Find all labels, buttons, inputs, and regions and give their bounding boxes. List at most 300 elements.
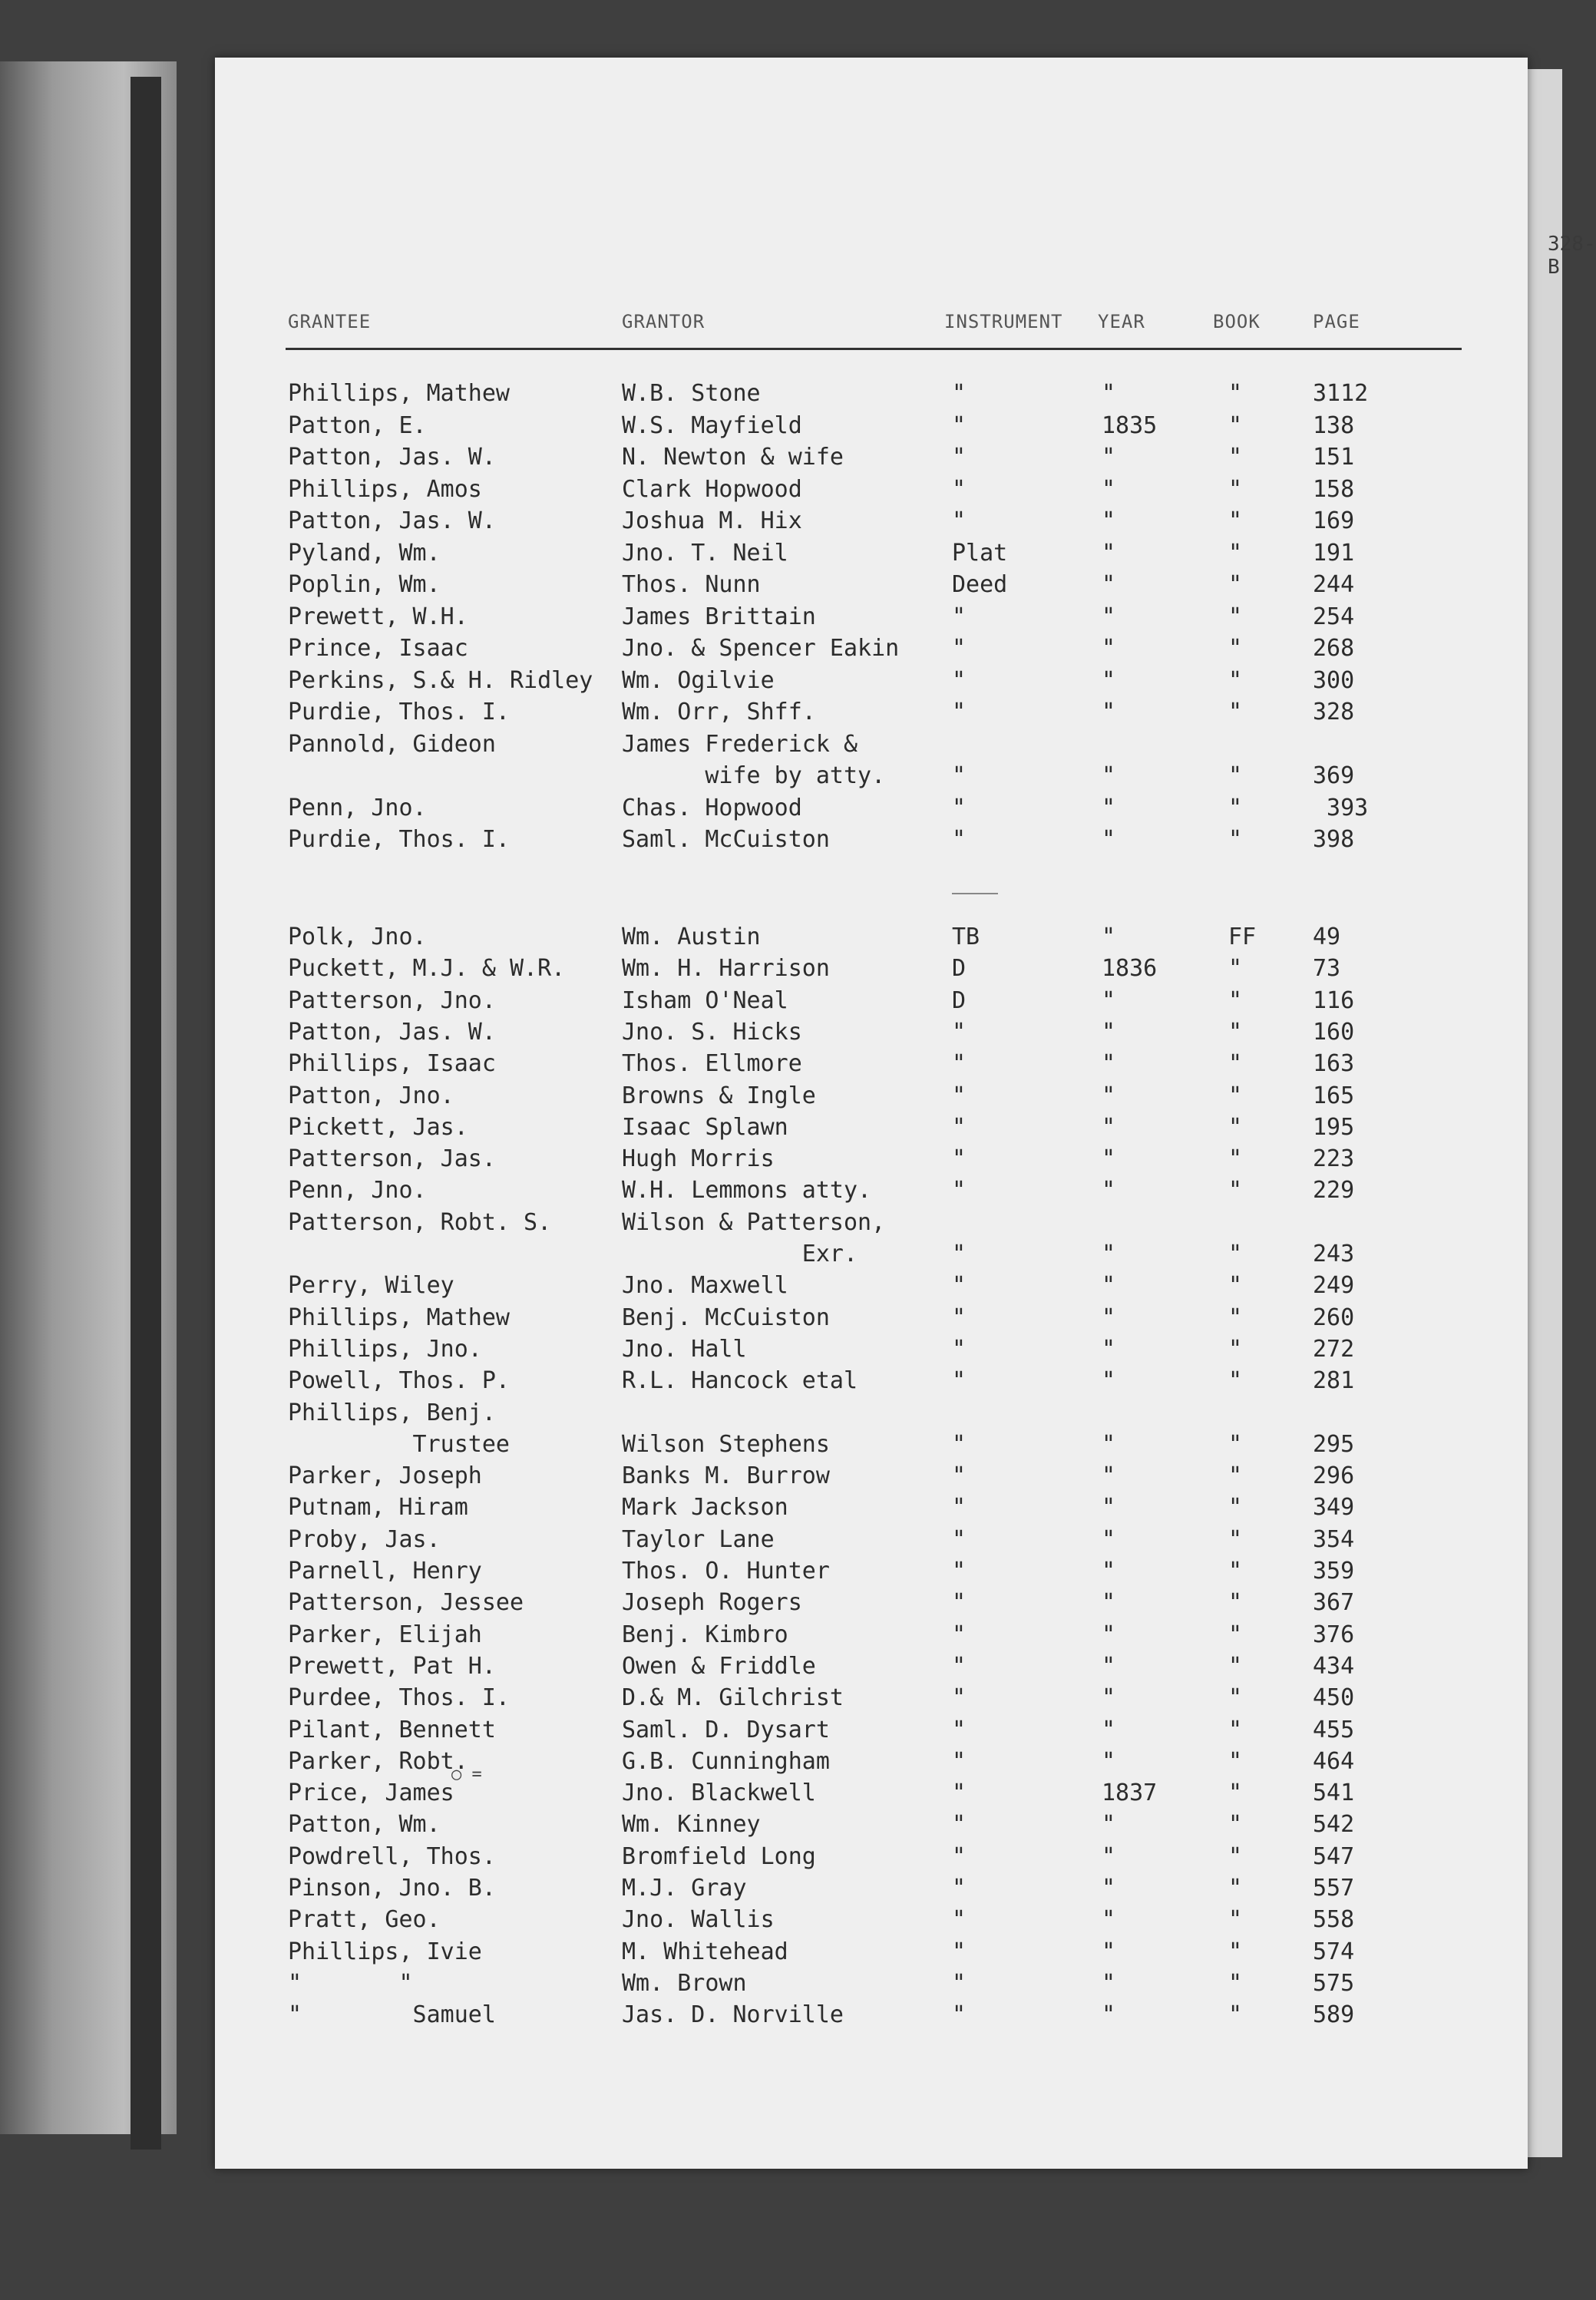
cell-grantee: Phillips, Isaac <box>288 1050 496 1078</box>
cell-grantee: Phillips, Mathew <box>288 380 510 407</box>
cell-year: " <box>1102 794 1116 821</box>
table-row <box>215 1145 1528 1176</box>
cell-page: 295 <box>1313 1430 1355 1458</box>
cell-page: 3112 <box>1313 380 1369 407</box>
table-row <box>215 1462 1528 1493</box>
cell-grantor: D.& M. Gilchrist <box>622 1684 844 1712</box>
cell-book: " <box>1228 507 1243 534</box>
cell-grantor: Wm. Orr, Shff. <box>622 699 816 725</box>
cell-grantee: " Samuel <box>288 2001 496 2029</box>
cell-book: " <box>1228 1525 1243 1553</box>
cell-grantee: Pickett, Jas. <box>288 1113 468 1141</box>
cell-page: 558 <box>1313 1906 1355 1934</box>
cell-grantee: Parker, Joseph <box>288 1462 482 1490</box>
table-row <box>215 1177 1528 1208</box>
cell-grantee: Phillips, Amos <box>288 475 482 503</box>
cell-book: " <box>1228 986 1243 1014</box>
cell-page: 138 <box>1313 411 1355 439</box>
cell-year: " <box>1102 1938 1116 1965</box>
cell-instrument: " <box>952 507 967 534</box>
cell-grantor: Jno. S. Hicks <box>622 1018 802 1046</box>
section-divider <box>952 893 998 894</box>
cell-year: " <box>1102 1652 1116 1680</box>
cell-year: " <box>1102 762 1116 789</box>
cell-page: 223 <box>1313 1145 1355 1173</box>
cell-book: " <box>1228 1177 1243 1205</box>
cell-grantor: James Brittain <box>622 603 816 630</box>
cell-year: " <box>1102 986 1116 1014</box>
cell-grantor: wife by atty. <box>622 762 886 789</box>
cell-page: 249 <box>1313 1272 1355 1300</box>
cell-instrument: " <box>952 635 967 662</box>
cell-grantor: Taylor Lane <box>622 1525 775 1553</box>
cell-grantee: Puckett, M.J. & W.R. <box>288 955 566 983</box>
cell-year: " <box>1102 1335 1116 1363</box>
cell-grantor: Wm. Brown <box>622 1969 747 1997</box>
cell-page: 349 <box>1313 1494 1355 1522</box>
cell-grantee: Trustee <box>288 1430 510 1458</box>
cell-instrument: " <box>952 1906 967 1934</box>
cell-instrument: " <box>952 1938 967 1965</box>
cell-year: " <box>1102 1018 1116 1046</box>
table-row <box>215 731 1528 762</box>
cell-grantee: Patton, Jno. <box>288 1082 454 1109</box>
cell-book: " <box>1228 1811 1243 1839</box>
table-row <box>215 1209 1528 1240</box>
cell-book: " <box>1228 826 1243 853</box>
cell-instrument: " <box>952 1082 967 1109</box>
cell-grantee: Polk, Jno. <box>288 924 427 950</box>
cell-page: 229 <box>1313 1177 1355 1205</box>
cell-year: " <box>1102 1082 1116 1109</box>
cell-page: 464 <box>1313 1747 1355 1775</box>
cell-year: " <box>1102 475 1116 503</box>
cell-grantee: Poplin, Wm. <box>288 571 441 598</box>
column-headers <box>215 311 1528 342</box>
cell-year: " <box>1102 1367 1116 1395</box>
cell-book: " <box>1228 444 1243 471</box>
cell-page: 272 <box>1313 1335 1355 1363</box>
cell-book: " <box>1228 1652 1243 1680</box>
cell-grantee: Parker, Robt. <box>288 1747 468 1775</box>
cell-instrument: " <box>952 1716 967 1743</box>
cell-page: 296 <box>1313 1462 1355 1490</box>
cell-instrument: " <box>952 1811 967 1839</box>
cell-book: " <box>1228 571 1243 598</box>
cell-page: 393 <box>1313 794 1369 821</box>
cell-book: " <box>1228 1304 1243 1331</box>
cell-year: " <box>1102 1462 1116 1490</box>
cell-instrument: " <box>952 794 967 821</box>
header-year: YEAR <box>1098 311 1145 332</box>
cell-grantee: Penn, Jno. <box>288 794 427 821</box>
cell-grantee: Purdee, Thos. I. <box>288 1684 510 1712</box>
cell-book: " <box>1228 1875 1243 1902</box>
table-row <box>215 1717 1528 1747</box>
cell-grantor: Owen & Friddle <box>622 1652 816 1680</box>
table-row <box>215 444 1528 474</box>
cell-page: 160 <box>1313 1018 1355 1046</box>
cell-instrument: " <box>952 1969 967 1997</box>
cell-year: " <box>1102 571 1116 598</box>
cell-grantee: Patton, Wm. <box>288 1811 441 1839</box>
binding-shadow <box>131 77 161 2150</box>
cell-page: 434 <box>1313 1652 1355 1680</box>
cell-book: " <box>1228 1558 1243 1585</box>
cell-instrument: " <box>952 1050 967 1078</box>
header-rule <box>286 348 1462 350</box>
cell-instrument: " <box>952 1558 967 1585</box>
cell-book: " <box>1228 666 1243 694</box>
cell-instrument: " <box>952 1177 967 1205</box>
cell-page: 268 <box>1313 635 1355 662</box>
cell-year: " <box>1102 603 1116 630</box>
cell-grantor: Jas. D. Norville <box>622 2001 844 2029</box>
cell-grantee: Prewett, Pat H. <box>288 1652 496 1680</box>
cell-grantor: Wm. Austin <box>622 924 761 950</box>
cell-page: 455 <box>1313 1716 1355 1743</box>
cell-year: " <box>1102 1842 1116 1870</box>
cell-grantee: Pilant, Bennett <box>288 1716 496 1743</box>
cell-book: " <box>1228 1494 1243 1522</box>
cell-grantor: R.L. Hancock etal <box>622 1367 858 1395</box>
table-row <box>215 1589 1528 1620</box>
cell-grantee: Phillips, Jno. <box>288 1335 482 1363</box>
cell-year: " <box>1102 1811 1116 1839</box>
cell-grantee: Pratt, Geo. <box>288 1906 441 1934</box>
cell-instrument: " <box>952 1272 967 1300</box>
cell-book: " <box>1228 1589 1243 1617</box>
cell-grantor: Jno. & Spencer Eakin <box>622 635 900 662</box>
cell-book: " <box>1228 1780 1243 1807</box>
table-row <box>215 1431 1528 1462</box>
cell-grantor: Wilson Stephens <box>622 1430 830 1458</box>
cell-book: " <box>1228 699 1243 725</box>
table-row <box>215 795 1528 825</box>
table-row <box>215 762 1528 793</box>
cell-grantor: James Frederick & <box>622 730 858 758</box>
cell-book: " <box>1228 1716 1243 1743</box>
cell-grantee: Price, James <box>288 1780 454 1807</box>
cell-grantor: Chas. Hopwood <box>622 794 802 821</box>
table-row <box>215 1336 1528 1366</box>
cell-book: " <box>1228 1082 1243 1109</box>
page-number: 328-B <box>1548 233 1596 279</box>
cell-page: 195 <box>1313 1113 1355 1141</box>
cell-grantee: Parnell, Henry <box>288 1558 482 1585</box>
cell-year: " <box>1102 1050 1116 1078</box>
cell-book: " <box>1228 411 1243 439</box>
table-row <box>215 412 1528 443</box>
cell-year: " <box>1102 1716 1116 1743</box>
cell-grantor: Isaac Splawn <box>622 1113 788 1141</box>
cell-book: " <box>1228 1145 1243 1173</box>
cell-year: " <box>1102 1525 1116 1553</box>
margin-mark: ○ = <box>451 1765 482 1784</box>
cell-grantor: N. Newton & wife <box>622 444 844 471</box>
cell-year: " <box>1102 1272 1116 1300</box>
cell-year: " <box>1102 1177 1116 1205</box>
cell-grantor: Wm. Ogilvie <box>622 666 775 694</box>
cell-instrument: D <box>952 955 967 983</box>
table-row <box>215 1938 1528 1969</box>
table-row <box>215 507 1528 538</box>
cell-page: 557 <box>1313 1875 1355 1902</box>
cell-page: 328 <box>1313 699 1355 725</box>
cell-year: " <box>1102 699 1116 725</box>
table-row <box>215 826 1528 857</box>
cell-instrument: " <box>952 1684 967 1712</box>
cell-year: " <box>1102 1875 1116 1902</box>
cell-grantor: Jno. Hall <box>622 1335 747 1363</box>
cell-year: " <box>1102 1241 1116 1267</box>
table-row <box>215 1653 1528 1684</box>
cell-page: 165 <box>1313 1082 1355 1109</box>
cell-year: " <box>1102 444 1116 471</box>
cell-grantor: Joseph Rogers <box>622 1589 802 1617</box>
table-row <box>215 1526 1528 1557</box>
table-row <box>215 1082 1528 1113</box>
cell-year: " <box>1102 635 1116 662</box>
cell-year: " <box>1102 1906 1116 1934</box>
cell-grantor: W.H. Lemmons atty. <box>622 1177 872 1205</box>
cell-grantee: Patterson, Jas. <box>288 1145 496 1173</box>
cell-page: 367 <box>1313 1589 1355 1617</box>
table-row <box>215 1367 1528 1398</box>
cell-grantor: Exr. <box>622 1241 858 1267</box>
cell-grantor: Hugh Morris <box>622 1145 775 1173</box>
cell-grantor: W.S. Mayfield <box>622 411 802 439</box>
cell-grantor: Wilson & Patterson, <box>622 1208 886 1236</box>
cell-book: " <box>1228 1018 1243 1046</box>
cell-page: 450 <box>1313 1684 1355 1712</box>
table-row <box>215 1970 1528 2001</box>
cell-grantee: Perry, Wiley <box>288 1272 454 1300</box>
cell-grantee: Patton, E. <box>288 411 427 439</box>
cell-year: " <box>1102 2001 1116 2029</box>
cell-book: " <box>1228 1241 1243 1267</box>
cell-instrument: " <box>952 1462 967 1490</box>
cell-instrument: " <box>952 1018 967 1046</box>
cell-year: " <box>1102 1589 1116 1617</box>
cell-book: " <box>1228 1272 1243 1300</box>
cell-book: " <box>1228 539 1243 567</box>
cell-page: 158 <box>1313 475 1355 503</box>
cell-book: " <box>1228 762 1243 789</box>
table-row <box>215 1811 1528 1842</box>
cell-grantee: Proby, Jas. <box>288 1525 441 1553</box>
cell-book: " <box>1228 2001 1243 2029</box>
table-row <box>215 635 1528 666</box>
cell-page: 575 <box>1313 1969 1355 1997</box>
table-row <box>215 1748 1528 1779</box>
cell-instrument: " <box>952 1430 967 1458</box>
cell-grantee: Parker, Elijah <box>288 1621 482 1648</box>
cell-grantee: Powell, Thos. P. <box>288 1367 510 1395</box>
cell-instrument: " <box>952 475 967 503</box>
cell-year: " <box>1102 539 1116 567</box>
cell-grantor: Benj. Kimbro <box>622 1621 788 1648</box>
cell-page: 244 <box>1313 571 1355 598</box>
cell-grantor: Benj. McCuiston <box>622 1304 830 1331</box>
cell-year: " <box>1102 1494 1116 1522</box>
cell-year: 1837 <box>1102 1780 1158 1807</box>
table-row <box>215 540 1528 570</box>
cell-instrument: " <box>952 1875 967 1902</box>
cell-year: " <box>1102 1747 1116 1775</box>
cell-instrument: " <box>952 699 967 725</box>
cell-instrument: " <box>952 1113 967 1141</box>
table-row <box>215 1780 1528 1810</box>
cell-page: 260 <box>1313 1304 1355 1331</box>
cell-grantor: Wm. H. Harrison <box>622 955 830 983</box>
table-row <box>215 380 1528 411</box>
cell-grantee: Penn, Jno. <box>288 1177 427 1205</box>
cell-grantor: Jno. Maxwell <box>622 1272 788 1300</box>
cell-page: 541 <box>1313 1780 1355 1807</box>
cell-page: 300 <box>1313 666 1355 694</box>
cell-book: " <box>1228 1621 1243 1648</box>
cell-year: " <box>1102 924 1116 950</box>
cell-instrument: " <box>952 1525 967 1553</box>
cell-year: " <box>1102 1684 1116 1712</box>
cell-instrument: " <box>952 603 967 630</box>
header-instrument: INSTRUMENT <box>944 311 1063 332</box>
cell-instrument: " <box>952 2001 967 2029</box>
cell-page: 574 <box>1313 1938 1355 1965</box>
cell-grantor: G.B. Cunningham <box>622 1747 830 1775</box>
cell-instrument: " <box>952 1652 967 1680</box>
cell-page: 151 <box>1313 444 1355 471</box>
cell-grantee: Pinson, Jno. B. <box>288 1875 496 1902</box>
cell-instrument: D <box>952 986 967 1014</box>
cell-grantee: Prince, Isaac <box>288 635 468 662</box>
cell-instrument: " <box>952 1589 967 1617</box>
cell-grantor: Saml. McCuiston <box>622 826 830 853</box>
cell-grantor: Mark Jackson <box>622 1494 788 1522</box>
cell-instrument: Deed <box>952 571 1008 598</box>
cell-page: 49 <box>1313 924 1341 950</box>
cell-grantee: Patterson, Jno. <box>288 986 496 1014</box>
cell-instrument: " <box>952 1494 967 1522</box>
ledger-page <box>215 58 1596 2169</box>
cell-book: " <box>1228 603 1243 630</box>
cell-instrument: " <box>952 1842 967 1870</box>
cell-instrument: " <box>952 1747 967 1775</box>
cell-year: " <box>1102 1621 1116 1648</box>
cell-grantee: Pannold, Gideon <box>288 730 496 758</box>
cell-book: " <box>1228 1938 1243 1965</box>
cell-year: " <box>1102 1558 1116 1585</box>
cell-instrument: Plat <box>952 539 1008 567</box>
cell-grantor: Joshua M. Hix <box>622 507 802 534</box>
table-row <box>215 955 1528 986</box>
cell-grantee: Phillips, Ivie <box>288 1938 482 1965</box>
cell-instrument: " <box>952 762 967 789</box>
cell-grantor: M.J. Gray <box>622 1875 747 1902</box>
table-row <box>215 1050 1528 1081</box>
cell-grantor: Clark Hopwood <box>622 475 802 503</box>
table-row <box>215 1304 1528 1335</box>
cell-book: " <box>1228 1113 1243 1141</box>
cell-page: 369 <box>1313 762 1355 789</box>
table-row <box>215 1114 1528 1145</box>
cell-grantor: Thos. Ellmore <box>622 1050 802 1078</box>
table-row <box>215 667 1528 698</box>
cell-book: " <box>1228 1367 1243 1395</box>
table-row <box>215 1019 1528 1049</box>
cell-grantee: Patterson, Robt. S. <box>288 1208 552 1236</box>
cell-grantee: Putnam, Hiram <box>288 1494 468 1522</box>
cell-page: 376 <box>1313 1621 1355 1648</box>
cell-grantee: Patton, Jas. W. <box>288 444 496 471</box>
cell-grantor: Browns & Ingle <box>622 1082 816 1109</box>
cell-instrument: " <box>952 1621 967 1648</box>
cell-instrument: " <box>952 380 967 407</box>
cell-grantee: Purdie, Thos. I. <box>288 826 510 853</box>
cell-instrument: " <box>952 1335 967 1363</box>
table-row <box>215 1875 1528 1905</box>
table-row <box>215 1906 1528 1937</box>
cell-page: 542 <box>1313 1811 1355 1839</box>
cell-book: " <box>1228 1050 1243 1078</box>
table-row <box>215 603 1528 634</box>
table-row <box>215 571 1528 602</box>
cell-book: " <box>1228 380 1243 407</box>
cell-page: 169 <box>1313 507 1355 534</box>
cell-book: " <box>1228 1684 1243 1712</box>
cell-year: " <box>1102 826 1116 853</box>
cell-page: 547 <box>1313 1842 1355 1870</box>
cell-book: " <box>1228 955 1243 983</box>
cell-page: 589 <box>1313 2001 1355 2029</box>
cell-grantee: Phillips, Mathew <box>288 1304 510 1331</box>
cell-page: 359 <box>1313 1558 1355 1585</box>
cell-grantee: Phillips, Benj. <box>288 1399 496 1426</box>
cell-grantee: Patton, Jas. W. <box>288 507 496 534</box>
cell-instrument: " <box>952 1780 967 1807</box>
header-grantor: GRANTOR <box>622 311 705 332</box>
cell-year: " <box>1102 507 1116 534</box>
cell-grantor: Thos. Nunn <box>622 571 761 598</box>
cell-year: " <box>1102 666 1116 694</box>
cell-page: 191 <box>1313 539 1355 567</box>
cell-page: 73 <box>1313 955 1341 983</box>
cell-grantor: W.B. Stone <box>622 380 761 407</box>
table-row <box>215 987 1528 1018</box>
table-row <box>215 1494 1528 1525</box>
cell-book: " <box>1228 1430 1243 1458</box>
cell-page: 243 <box>1313 1241 1355 1267</box>
table-row <box>215 1399 1528 1430</box>
cell-book: " <box>1228 1906 1243 1934</box>
cell-page: 254 <box>1313 603 1355 630</box>
cell-instrument: " <box>952 666 967 694</box>
cell-grantee: Pyland, Wm. <box>288 539 441 567</box>
cell-grantor: Jno. Blackwell <box>622 1780 816 1807</box>
cell-grantee: Patterson, Jessee <box>288 1589 524 1617</box>
cell-grantee: Prewett, W.H. <box>288 603 468 630</box>
cell-year: " <box>1102 1969 1116 1997</box>
cell-year: " <box>1102 380 1116 407</box>
table-row <box>215 924 1528 954</box>
cell-book: " <box>1228 635 1243 662</box>
table-row <box>215 476 1528 507</box>
cell-grantor: Thos. O. Hunter <box>622 1558 830 1585</box>
cell-instrument: " <box>952 411 967 439</box>
table-row <box>215 1684 1528 1715</box>
cell-book: " <box>1228 475 1243 503</box>
